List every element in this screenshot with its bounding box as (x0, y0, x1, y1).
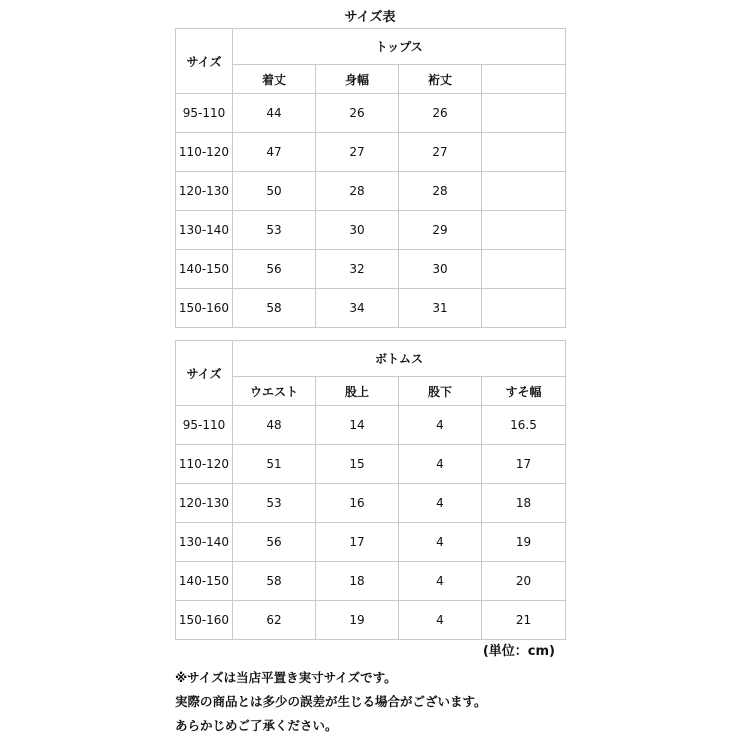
size-cell: 140-150 (176, 562, 233, 601)
table-row (176, 523, 566, 562)
bottoms-size-table (175, 340, 566, 640)
value-cell: 58 (233, 289, 316, 328)
table-row (176, 94, 566, 133)
column-header: 股上 (316, 377, 399, 406)
value-cell: 18 (316, 562, 399, 601)
value-cell: 29 (399, 211, 482, 250)
value-cell: 44 (233, 94, 316, 133)
value-cell: 28 (399, 172, 482, 211)
value-cell: 30 (316, 211, 399, 250)
column-header: 裄丈 (399, 65, 482, 94)
notes (175, 666, 487, 738)
value-cell (482, 172, 566, 211)
value-cell: 4 (399, 562, 482, 601)
size-header: サイズ (176, 341, 233, 406)
value-cell (482, 133, 566, 172)
table-row (176, 601, 566, 640)
table-row (176, 289, 566, 328)
value-cell: 14 (316, 406, 399, 445)
column-header: すそ幅 (482, 377, 566, 406)
value-cell: 20 (482, 562, 566, 601)
table-row (176, 484, 566, 523)
value-cell: 4 (399, 406, 482, 445)
column-header: 着丈 (233, 65, 316, 94)
size-cell: 150-160 (176, 289, 233, 328)
unit-label: (単位：cm) (482, 644, 555, 659)
size-cell: 120-130 (176, 484, 233, 523)
value-cell: 53 (233, 211, 316, 250)
table-row (176, 406, 566, 445)
value-cell: 15 (316, 445, 399, 484)
size-cell: 150-160 (176, 601, 233, 640)
table-row (176, 211, 566, 250)
size-cell: 110-120 (176, 445, 233, 484)
note-line: ※サイズは当店平置き実寸サイズです。 (175, 670, 397, 685)
value-cell: 16 (316, 484, 399, 523)
value-cell: 27 (316, 133, 399, 172)
value-cell: 56 (233, 250, 316, 289)
value-cell: 17 (316, 523, 399, 562)
value-cell: 4 (399, 601, 482, 640)
size-header: サイズ (176, 29, 233, 94)
value-cell: 21 (482, 601, 566, 640)
value-cell: 17 (482, 445, 566, 484)
value-cell: 62 (233, 601, 316, 640)
column-header: 身幅 (316, 65, 399, 94)
column-header: 股下 (399, 377, 482, 406)
table-row (176, 562, 566, 601)
value-cell (482, 250, 566, 289)
value-cell: 4 (399, 484, 482, 523)
value-cell: 30 (399, 250, 482, 289)
value-cell: 4 (399, 523, 482, 562)
value-cell: 18 (482, 484, 566, 523)
size-cell: 95-110 (176, 94, 233, 133)
size-cell: 130-140 (176, 211, 233, 250)
size-cell: 95-110 (176, 406, 233, 445)
value-cell: 19 (482, 523, 566, 562)
size-cell: 140-150 (176, 250, 233, 289)
note-line: あらかじめご了承ください。 (175, 718, 338, 733)
column-header (482, 65, 566, 94)
value-cell: 48 (233, 406, 316, 445)
value-cell: 47 (233, 133, 316, 172)
value-cell (482, 289, 566, 328)
value-cell: 50 (233, 172, 316, 211)
value-cell: 19 (316, 601, 399, 640)
value-cell: 28 (316, 172, 399, 211)
value-cell: 27 (399, 133, 482, 172)
value-cell: 31 (399, 289, 482, 328)
value-cell: 34 (316, 289, 399, 328)
value-cell: 26 (316, 94, 399, 133)
table-row (176, 133, 566, 172)
size-cell: 120-130 (176, 172, 233, 211)
column-header: ウエスト (233, 377, 316, 406)
group-header-tops: トップス (233, 29, 566, 65)
table-row (176, 445, 566, 484)
value-cell (482, 94, 566, 133)
value-cell: 32 (316, 250, 399, 289)
value-cell: 53 (233, 484, 316, 523)
value-cell (482, 211, 566, 250)
tops-size-table (175, 28, 566, 328)
table-row (176, 172, 566, 211)
value-cell: 4 (399, 445, 482, 484)
value-cell: 16.5 (482, 406, 566, 445)
size-cell: 130-140 (176, 523, 233, 562)
page-title: サイズ表 (344, 10, 396, 25)
value-cell: 56 (233, 523, 316, 562)
value-cell: 26 (399, 94, 482, 133)
size-cell: 110-120 (176, 133, 233, 172)
note-line: 実際の商品とは多少の誤差が生じる場合がございます。 (175, 694, 487, 709)
table-row (176, 250, 566, 289)
value-cell: 58 (233, 562, 316, 601)
group-header-bottoms: ボトムス (233, 341, 566, 377)
value-cell: 51 (233, 445, 316, 484)
